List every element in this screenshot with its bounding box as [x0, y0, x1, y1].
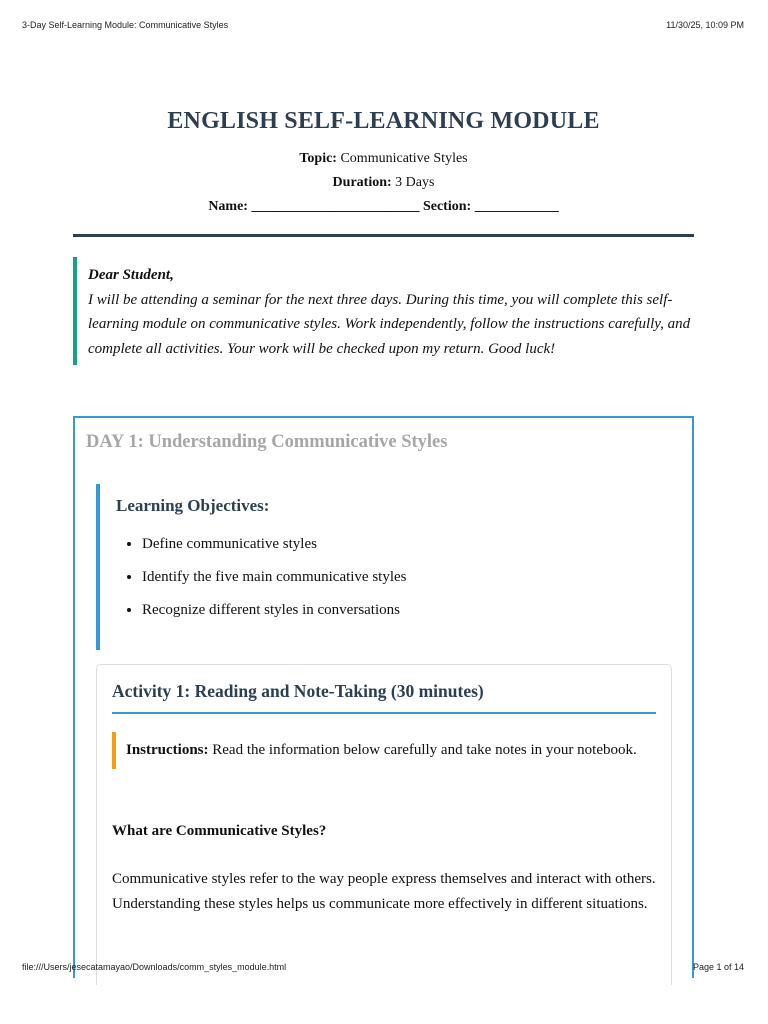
list-item: • Recognize different styles in conversations [142, 594, 407, 627]
instructions-text: Read the information below carefully and take notes in your notebook. [212, 742, 637, 758]
name-blank: ________________________ [251, 199, 420, 214]
duration-label: Duration: [332, 175, 392, 190]
header-divider [73, 234, 694, 237]
topic-line [73, 147, 694, 171]
name-label: Name: [208, 199, 248, 214]
section-label: Section: [422, 199, 472, 214]
objectives-list [122, 528, 407, 627]
name-section-line [73, 195, 694, 219]
section-question: What are Communicative Styles? [112, 823, 327, 839]
list-item: • Identify the five main communicative styles [142, 561, 407, 594]
letter-body: I will be attending a seminar for the next three days. During this time, you will complete this self-learning module on communicative styles. Work independently, follow the instructions carefully, and complete all activities. Your work will be checked upon my return. Good luck! [88, 291, 691, 357]
instructions-label: Instructions: [126, 742, 209, 758]
duration-value: 3 Days [395, 175, 435, 190]
print-datetime: 11/30/25, 10:09 PM [666, 20, 744, 30]
day1-title: DAY 1: Understanding Communicative Styles [86, 432, 448, 452]
print-footer [22, 962, 744, 972]
section-blank: ____________ [474, 199, 559, 214]
letter-greeting: Dear Student, [88, 267, 174, 283]
definition-paragraph: Communicative styles refer to the way people express themselves and interact with others. Understanding these styles helps us communicate more effectively in different situations. [112, 871, 656, 912]
page-title: ENGLISH SELF-LEARNING MODULE [167, 108, 600, 134]
topic-value: Communicative Styles [340, 151, 468, 166]
page-indicator: Page 1 of 14 [692, 962, 744, 972]
topic-label: Topic: [299, 151, 337, 166]
print-doc-title: 3-Day Self-Learning Module: Communicative Styles [22, 20, 229, 30]
list-item: • Define communicative styles [142, 528, 407, 561]
teacher-letter [73, 257, 694, 365]
print-header [22, 20, 744, 30]
activity1-title: Activity 1: Reading and Note-Taking (30 minutes) [112, 681, 656, 714]
objectives-title: Learning Objectives: [116, 496, 270, 515]
activity1-card [96, 664, 672, 985]
print-file-path: file:///Users/jesecatamayao/Downloads/comm_styles_module.html [22, 962, 287, 972]
instructions-box [112, 732, 656, 769]
day1-section [73, 416, 694, 978]
module-page [73, 100, 694, 912]
learning-objectives-box [96, 484, 676, 650]
duration-line [73, 171, 694, 195]
